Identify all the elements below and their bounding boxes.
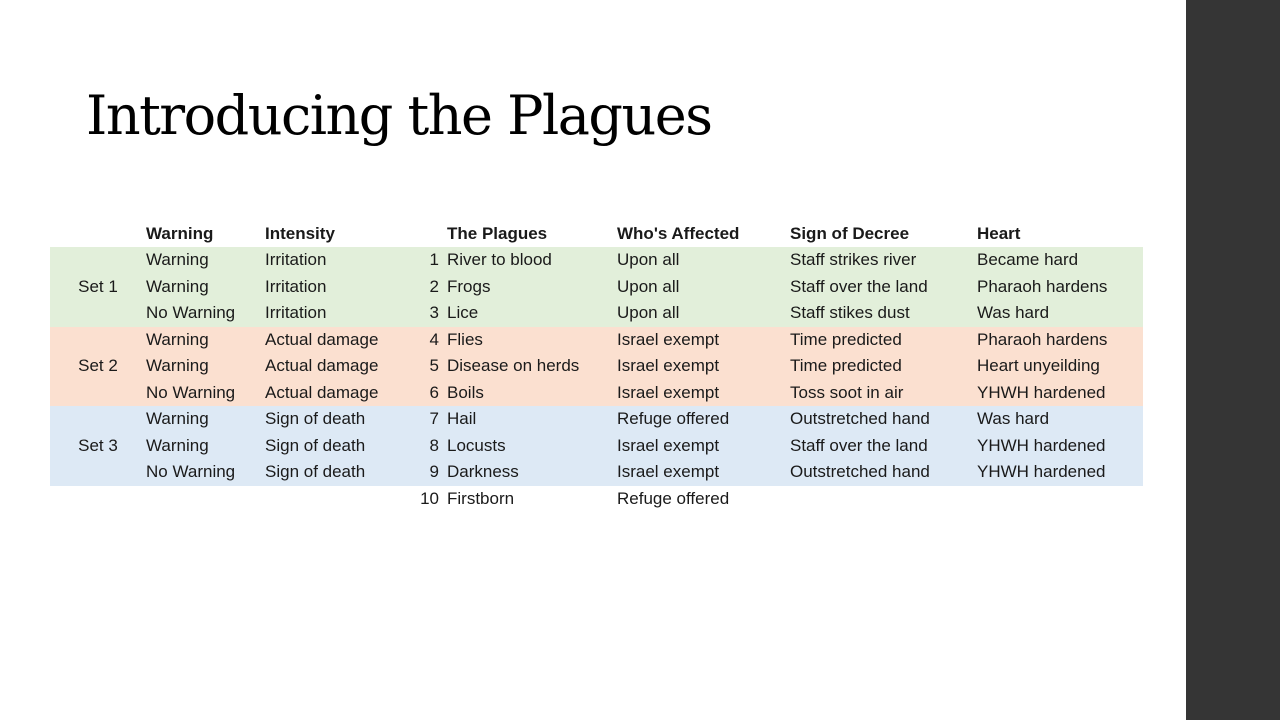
- table-row: [50, 486, 1143, 513]
- heart-cell: YHWH hardened: [977, 433, 1143, 460]
- affected-cell: Upon all: [617, 247, 790, 274]
- plague-name-cell: River to blood: [447, 247, 617, 274]
- sign-cell: Staff over the land: [790, 433, 977, 460]
- plague-number-cell: 6: [405, 380, 447, 407]
- warning-cell: No Warning: [146, 300, 265, 327]
- plague-number-cell: 8: [405, 433, 447, 460]
- sign-cell: Staff stikes dust: [790, 300, 977, 327]
- table-row: [50, 433, 1143, 460]
- set-cell: Set 2: [50, 353, 146, 380]
- header-affected: Who's Affected: [617, 223, 740, 243]
- plague-name-cell: Hail: [447, 406, 617, 433]
- sign-cell: Staff over the land: [790, 274, 977, 301]
- warning-cell: No Warning: [146, 380, 265, 407]
- set-cell: [50, 406, 146, 433]
- warning-cell: Warning: [146, 433, 265, 460]
- plague-number-cell: 5: [405, 353, 447, 380]
- warning-cell: Warning: [146, 353, 265, 380]
- intensity-cell: [265, 486, 405, 513]
- plague-number-cell: 9: [405, 459, 447, 486]
- header-intensity: Intensity: [265, 223, 335, 243]
- set-cell: [50, 247, 146, 274]
- table-header-row: [50, 220, 1143, 247]
- intensity-cell: Sign of death: [265, 433, 405, 460]
- heart-cell: Pharaoh hardens: [977, 327, 1143, 354]
- sign-cell: Outstretched hand: [790, 459, 977, 486]
- sign-cell: Staff strikes river: [790, 247, 977, 274]
- heart-cell: Pharaoh hardens: [977, 274, 1143, 301]
- affected-cell: Refuge offered: [617, 486, 790, 513]
- plague-number-cell: 3: [405, 300, 447, 327]
- plague-name-cell: Frogs: [447, 274, 617, 301]
- intensity-cell: Actual damage: [265, 380, 405, 407]
- table-row: [50, 274, 1143, 301]
- heart-cell: YHWH hardened: [977, 459, 1143, 486]
- warning-cell: Warning: [146, 274, 265, 301]
- table-row: [50, 300, 1143, 327]
- intensity-cell: Irritation: [265, 247, 405, 274]
- affected-cell: Israel exempt: [617, 459, 790, 486]
- intensity-cell: Sign of death: [265, 406, 405, 433]
- plague-number-cell: 10: [405, 486, 447, 513]
- set-cell: [50, 459, 146, 486]
- set-cell: [50, 486, 146, 513]
- intensity-cell: Actual damage: [265, 353, 405, 380]
- heart-cell: Heart unyeilding: [977, 353, 1143, 380]
- intensity-cell: Actual damage: [265, 327, 405, 354]
- set-cell: [50, 327, 146, 354]
- set-cell: [50, 380, 146, 407]
- sign-cell: [790, 486, 977, 513]
- warning-cell: Warning: [146, 327, 265, 354]
- plague-name-cell: Flies: [447, 327, 617, 354]
- plague-name-cell: Disease on herds: [447, 353, 617, 380]
- table-row: [50, 353, 1143, 380]
- heart-cell: Was hard: [977, 406, 1143, 433]
- table-row: [50, 406, 1143, 433]
- affected-cell: Israel exempt: [617, 327, 790, 354]
- header-heart: Heart: [977, 223, 1021, 243]
- table-row: [50, 459, 1143, 486]
- affected-cell: Israel exempt: [617, 433, 790, 460]
- header-sign: Sign of Decree: [790, 223, 910, 243]
- slide-title[interactable]: Introducing the Plagues: [86, 84, 712, 147]
- heart-cell: YHWH hardened: [977, 380, 1143, 407]
- intensity-cell: Irritation: [265, 274, 405, 301]
- header-warning: Warning: [146, 223, 214, 243]
- plague-number-cell: 7: [405, 406, 447, 433]
- heart-cell: Became hard: [977, 247, 1143, 274]
- affected-cell: Upon all: [617, 274, 790, 301]
- sign-cell: Time predicted: [790, 353, 977, 380]
- table-row: [50, 327, 1143, 354]
- set-cell: Set 3: [50, 433, 146, 460]
- sign-cell: Outstretched hand: [790, 406, 977, 433]
- plague-name-cell: Boils: [447, 380, 617, 407]
- affected-cell: Israel exempt: [617, 380, 790, 407]
- plague-name-cell: Darkness: [447, 459, 617, 486]
- plague-number-cell: 1: [405, 247, 447, 274]
- sign-cell: Time predicted: [790, 327, 977, 354]
- set-cell: [50, 300, 146, 327]
- plague-number-cell: 4: [405, 327, 447, 354]
- header-number: [405, 220, 447, 247]
- table-row: [50, 380, 1143, 407]
- intensity-cell: Sign of death: [265, 459, 405, 486]
- plague-name-cell: Locusts: [447, 433, 617, 460]
- affected-cell: Israel exempt: [617, 353, 790, 380]
- warning-cell: [146, 486, 265, 513]
- plagues-table[interactable]: [50, 220, 1143, 512]
- warning-cell: Warning: [146, 406, 265, 433]
- heart-cell: [977, 486, 1143, 513]
- plague-name-cell: Firstborn: [447, 486, 617, 513]
- plague-number-cell: 2: [405, 274, 447, 301]
- side-accent-bar: [1186, 0, 1280, 720]
- affected-cell: Refuge offered: [617, 406, 790, 433]
- warning-cell: No Warning: [146, 459, 265, 486]
- header-set: [50, 220, 146, 247]
- header-plagues: The Plagues: [447, 223, 548, 243]
- intensity-cell: Irritation: [265, 300, 405, 327]
- set-cell: Set 1: [50, 274, 146, 301]
- sign-cell: Toss soot in air: [790, 380, 977, 407]
- plagues-table-container: [50, 220, 1143, 512]
- table-row: [50, 247, 1143, 274]
- warning-cell: Warning: [146, 247, 265, 274]
- affected-cell: Upon all: [617, 300, 790, 327]
- plague-name-cell: Lice: [447, 300, 617, 327]
- heart-cell: Was hard: [977, 300, 1143, 327]
